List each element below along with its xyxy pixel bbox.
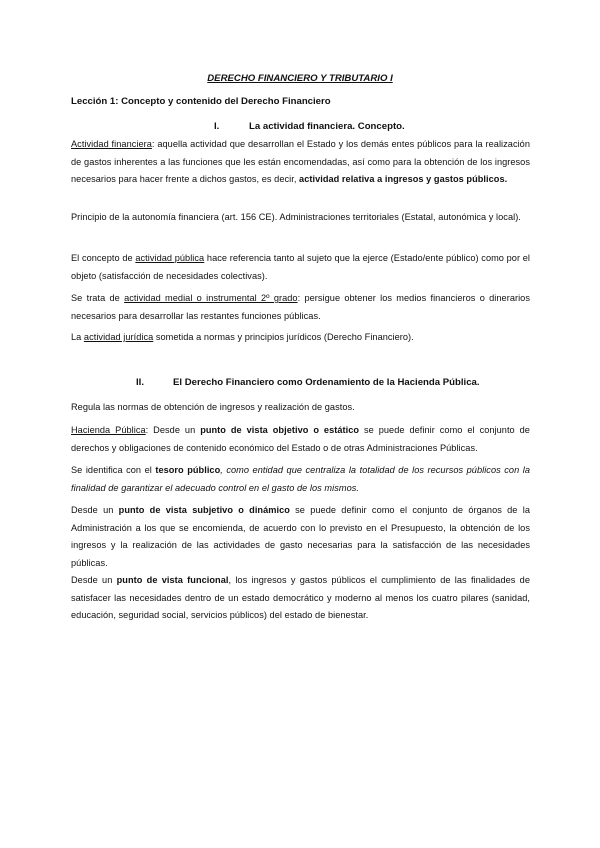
paragraph-hacienda-publica: Hacienda Pública: Desde un punto de vista objetivo o estático se puede definir como el conjunto de derechos y obligaciones de contenido económico del Estado o de otras Administraciones Públicas. (71, 425, 530, 453)
paragraph-tesoro-publico: Se identifica con el tesoro público, como entidad que centraliza la totalidad de los recursos públicos con la finalidad de garantizar el adecuado control en el gasto de los mismos. (71, 465, 530, 493)
bold-phrase: tesoro público (155, 465, 221, 475)
bold-phrase: punto de vista funcional (116, 575, 229, 585)
section-number: I. (214, 121, 220, 132)
bold-phrase: punto de vista objetivo o estático (200, 425, 360, 435)
paragraph-actividad-publica: El concepto de actividad pública hace referencia tanto al sujeto que la ejerce (Estado/ente público) como por el objeto (satisfacción de necesidades colectivas). (71, 253, 531, 281)
bold-phrase: punto de vista subjetivo o dinámico (118, 505, 290, 515)
term: actividad jurídica (83, 332, 154, 342)
paragraph-punto-subjetivo: Desde un punto de vista subjetivo o dinámico se puede definir como el conjunto de órganos de la Administración a los que se encomienda, de acuerdo con lo previsto en el Presupuesto, la obtención de los ingresos y la realización de las actividades de gasto necesarias para la satisfacción de las necesidades públicas. (71, 505, 530, 568)
paragraph-actividad-financiera: Actividad financiera: aquella actividad que desarrollan el Estado y los demás entes públicos para la realización de gastos inherentes a las funciones que les están encomendadas, así como para la obtención de los ingresos necesarios para hacer frente a dichos gastos, es decir, actividad relativa a ingresos y gastos públicos. (71, 139, 531, 184)
term: actividad medial o instrumental 2º grado (124, 293, 298, 303)
paragraph-actividad-medial: Se trata de actividad medial o instrumental 2º grado: persigue obtener los medios financieros o dinerarios necesarios para desarrollar las restantes funciones públicas. (71, 293, 530, 321)
section-title: El Derecho Financiero como Ordenamiento de la Hacienda Pública. (173, 377, 480, 388)
section-number: II. (136, 377, 144, 388)
section-title: La actividad financiera. Concepto. (249, 121, 405, 132)
document-title: DERECHO FINANCIERO Y TRIBUTARIO I (207, 73, 393, 84)
bold-phrase: actividad relativa a ingresos y gastos públicos. (299, 174, 508, 184)
lesson-heading: Lección 1: Concepto y contenido del Derecho Financiero (71, 96, 331, 107)
paragraph-autonomia: Principio de la autonomía financiera (art. 156 CE). Administraciones territoriales (Estatal, autonómica y local). (71, 212, 521, 222)
term: Hacienda Pública (71, 425, 146, 435)
paragraph-punto-funcional: Desde un punto de vista funcional, los ingresos y gastos públicos el cumplimiento de las finalidades de satisfacer las necesidades dentro de un estado democrático y moderno al menos los cuatro pilares (sanidad, educación, seguridad social, servicios públicos) del estado de bienestar. (71, 575, 530, 620)
term: Actividad financiera (71, 139, 152, 149)
italic-phrase: , como entidad que centraliza la totalidad de los recursos públicos con la finalidad de garantizar el adecuado control en el gasto de los mismos. (71, 465, 530, 493)
paragraph-actividad-juridica: La actividad jurídica sometida a normas y principios jurídicos (Derecho Financiero). (71, 332, 414, 342)
term: actividad pública (135, 253, 205, 263)
paragraph-regula: Regula las normas de obtención de ingresos y realización de gastos. (71, 402, 355, 412)
